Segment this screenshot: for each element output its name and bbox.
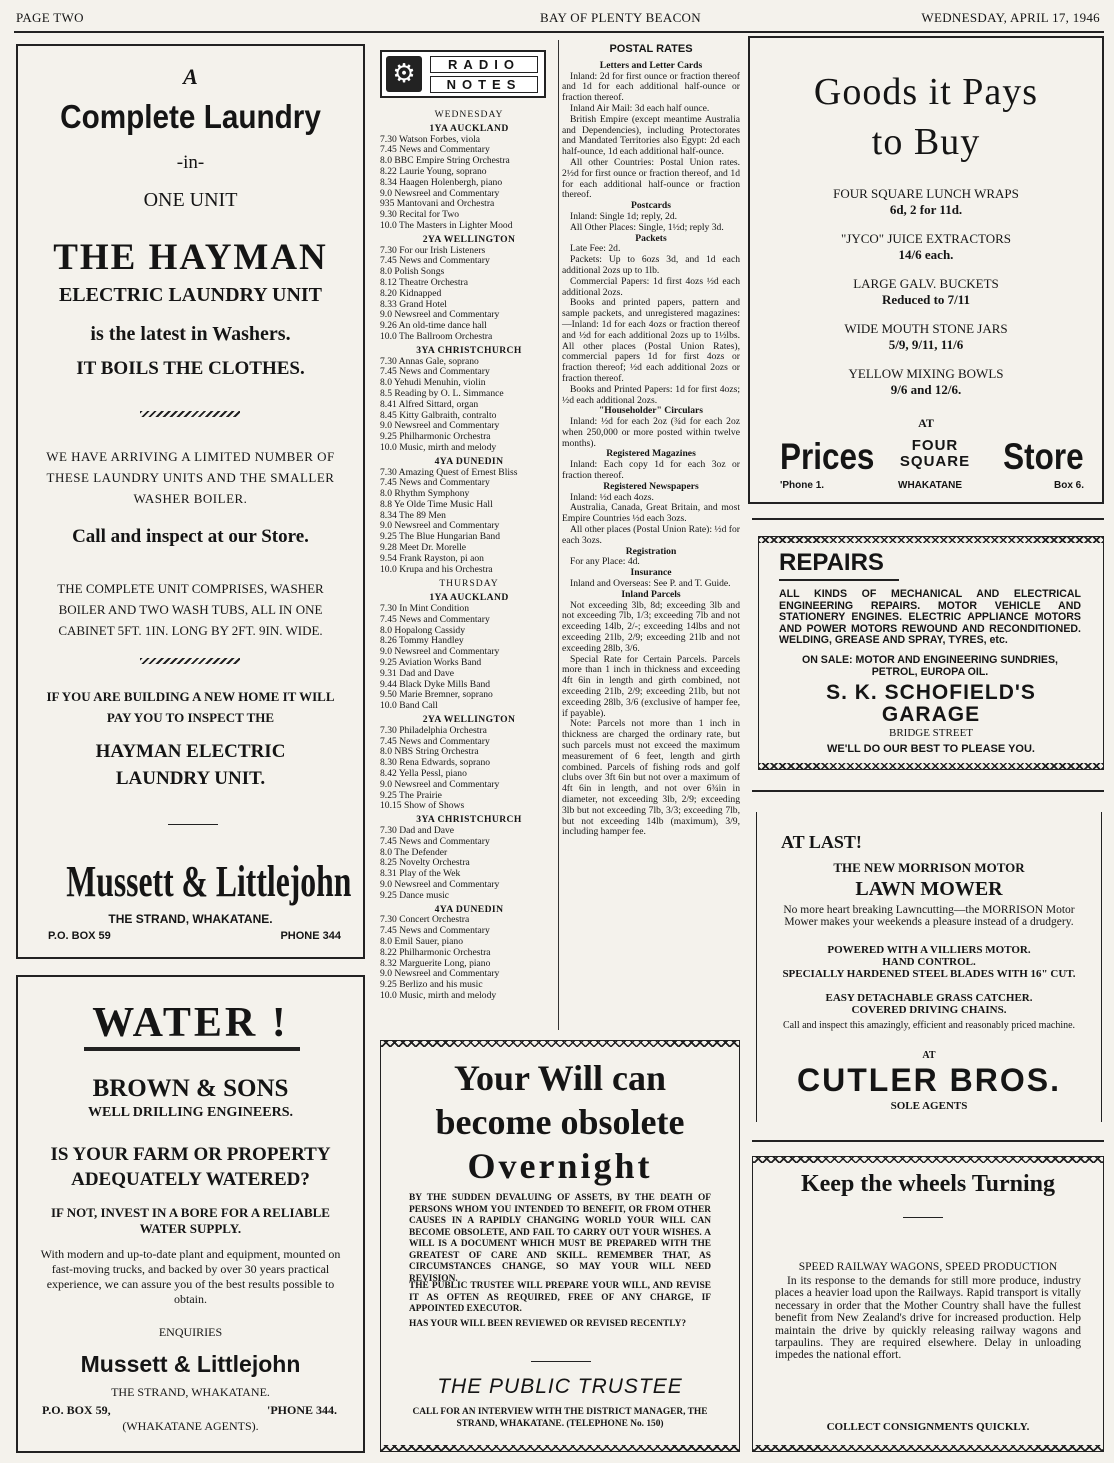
radio-program-item: 10.0 Krupa and his Orchestra [380, 563, 493, 575]
will-heading-2: become obsolete [435, 1102, 685, 1142]
postal-section-heading: "Householder" Circulars [598, 405, 703, 417]
radio-program-item: 9.0 Newsreel and Commentary [380, 968, 500, 980]
garage-slogan: WE'LL DO OUR BEST TO PLEASE YOU. [827, 743, 1035, 755]
divider [168, 824, 218, 825]
po-box: P.O. BOX 59 [48, 930, 111, 942]
radio-program-item: 9.0 Newsreel and Commentary [380, 646, 500, 658]
comprises-text: THE COMPLETE UNIT COMPRISES, WASHER BOILER AND TWO WASH TUBS, ALL IN ONE CABINET 5FT. 1IN. LONG BY 2FT. 9IN. WIDE. [57, 581, 324, 638]
price-item-name: LARGE GALV. BUCKETS [853, 276, 999, 291]
postal-title: POSTAL RATES [609, 43, 693, 55]
radio-program-item: 8.0 Rhythm Symphony [380, 488, 470, 500]
radio-program-item: 9.30 Recital for Two [380, 209, 460, 221]
radio-program-item: 7.30 In Mint Condition [380, 603, 470, 615]
postal-section-heading: Postcards [631, 200, 671, 212]
radio-program-item: 9.0 Newsreel and Commentary [380, 309, 500, 321]
to-buy-heading: to Buy [871, 121, 981, 163]
agent-name: Mussett & Littlejohn [80, 1351, 301, 1377]
radio-mast-icon: ⚙ [386, 56, 422, 92]
will-contact: CALL FOR AN INTERVIEW WITH THE DISTRICT MANAGER, THE STRAND, WHAKATANE. (TELEPHONE No. 150) [412, 1407, 708, 1429]
radio-program-item: 9.0 Newsreel and Commentary [380, 420, 500, 432]
will-heading-1: Your Will can [453, 1058, 667, 1098]
postal-section-heading: Packets [635, 232, 667, 244]
wheels-heading: Keep the wheels Turning [800, 1171, 1056, 1197]
radio-program-item: 9.0 Newsreel and Commentary [380, 187, 500, 199]
radio-program-item: 8.45 Kitty Galbraith, contralto [380, 409, 497, 421]
powered-text: POWERED WITH A VILLIERS MOTOR. [827, 944, 1031, 956]
well-drilling-text: WELL DRILLING ENGINEERS. [87, 1105, 293, 1120]
garage-street: BRIDGE STREET [888, 727, 974, 739]
heading-underline [779, 579, 899, 581]
radio-program-item: 7.30 For our Irish Listeners [380, 244, 486, 256]
chains-text: COVERED DRIVING CHAINS. [851, 1004, 1007, 1016]
zigzag-border [753, 1445, 1103, 1451]
at-text: AT [918, 416, 934, 430]
postal-rate-paragraph: All other Countries: Postal Union rates. 2½d for first ounce or fraction thereof, and 1d for each additional half-ounce or fraction thereof. [562, 156, 740, 201]
radio-station-heading: 3YA CHRISTCHURCH [416, 344, 522, 356]
radio-program-item: 8.22 Philharmonic Orchestra [380, 946, 491, 958]
postal-rate-paragraph: Inland: Single 1d; reply, 2d. [570, 210, 678, 222]
radio-day-heading: THURSDAY [439, 578, 499, 590]
public-trustee-advert [380, 1040, 740, 1452]
radio-program-item: 9.50 Marie Bremner, soprano [380, 689, 493, 701]
water-advert [16, 975, 365, 1453]
postal-rate-paragraph: Commercial Papers: 1d first 4ozs ½d each additional 2ozs. [562, 275, 740, 298]
radio-program-item: 10.0 Music, mirth and melody [380, 989, 497, 1001]
radio-program-item: 8.0 NBS String Orchestra [380, 746, 479, 758]
radio-program-item: 10.0 Music, mirth and melody [380, 441, 497, 453]
radio-title: RADIO [430, 56, 538, 73]
radio-program-item: 9.25 Dance music [380, 889, 450, 901]
mower-call-text: Call and inspect this amazingly, efficient and reasonably priced machine. [782, 1020, 1076, 1031]
four-square-advert [748, 36, 1104, 504]
radio-station-heading: 4YA DUNEDIN [434, 455, 504, 467]
radio-program-item: 8.0 BBC Empire String Orchestra [380, 155, 510, 167]
radio-program-item: 10.0 The Masters in Lighter Mood [380, 219, 513, 231]
price-item-price: Reduced to 7/11 [881, 292, 971, 307]
radio-station-heading: 3YA CHRISTCHURCH [416, 814, 522, 826]
radio-program-item: 8.33 Grand Hotel [380, 298, 447, 310]
price-item-price: 14/6 each. [898, 247, 954, 262]
postal-rate-paragraph: All Other Places: Single, 1½d; reply 3d. [570, 221, 724, 233]
latest-text: is the latest in Washers. [90, 323, 291, 345]
postal-section-heading: Inland Parcels [621, 588, 681, 600]
ornament-divider [140, 411, 240, 417]
radio-program-item: 10.0 The Ballroom Orchestra [380, 330, 493, 342]
square-text: SQUARE [899, 453, 971, 470]
column-rule [558, 40, 559, 1030]
radio-program-item: 8.31 Play of the Wek [380, 868, 461, 880]
postal-rate-paragraph: Packets: Up to 6ozs 3d, and 1d each additional 2ozs up to 1lb. [562, 254, 740, 276]
collect-text: COLLECT CONSIGNMENTS QUICKLY. [826, 1421, 1030, 1433]
radio-program-item: 7.45 News and Commentary [380, 144, 490, 156]
radio-station-heading: 2YA WELLINGTON [422, 714, 516, 726]
radio-program-item: 8.0 Emil Sauer, piano [380, 935, 464, 947]
radio-program-item: 8.34 The 89 Men [380, 509, 446, 521]
price-item-name: FOUR SQUARE LUNCH WRAPS [833, 186, 1019, 201]
postal-rate-paragraph: Inland: ½d each 4ozs. [570, 491, 654, 503]
radio-program-item: 8.34 Haagen Holenbergh, piano [380, 176, 503, 188]
laundry-advert [16, 44, 365, 959]
postal-rates [562, 44, 740, 838]
radio-program-item: 7.45 News and Commentary [380, 366, 490, 378]
radio-program-item: 8.0 Yehudi Menuhin, violin [380, 377, 486, 389]
ornament-divider [140, 658, 240, 664]
mower-body: No more heart breaking Lawncutting—the MORRISON Motor Mower makes your weekends a pleasure instead of a drudgery. [783, 904, 1075, 928]
one-unit-text: ONE UNIT [143, 189, 238, 211]
radio-program-item: 9.26 An old-time dance hall [380, 320, 487, 332]
zigzag-border [381, 1445, 739, 1451]
radio-program-item: 7.45 News and Commentary [380, 835, 490, 847]
issue-date: WEDNESDAY, APRIL 17, 1946 [921, 10, 1100, 25]
masthead-rule [14, 31, 1104, 33]
store-town: WHAKATANE [898, 480, 963, 491]
radio-program-item: 7.30 Philadelphia Orchestra [380, 724, 487, 736]
four-text: FOUR [911, 437, 959, 454]
building-text: IF YOU ARE BUILDING A NEW HOME IT WILL PAY YOU TO INSPECT THE [46, 689, 335, 725]
brown-sons-heading: BROWN & SONS [92, 1075, 289, 1102]
water-heading: WATER ! [92, 1000, 289, 1046]
price-item [750, 231, 1102, 263]
unit-subheading: ELECTRIC LAUNDRY UNIT [58, 284, 323, 306]
mussett-littlejohn-logo: Mussett & Littlejohn [66, 857, 352, 906]
call-inspect-text: Call and inspect at our Store. [72, 526, 309, 547]
radio-notes-banner [380, 50, 546, 98]
radio-program-item: 9.25 The Blue Hungarian Band [380, 531, 500, 543]
radio-program-item: 9.0 Newsreel and Commentary [380, 778, 500, 790]
radio-program-item: 9.31 Dad and Dave [380, 667, 455, 679]
price-item-name: "JYCO" JUICE EXTRACTORS [840, 231, 1011, 246]
will-heading-3: Overnight [467, 1146, 653, 1186]
public-trustee-name: THE PUBLIC TRUSTEE [437, 1375, 683, 1398]
radio-program-item: 7.30 Concert Orchestra [380, 914, 470, 926]
postal-section-heading: Registered Newspapers [603, 480, 699, 492]
will-body-2: THE PUBLIC TRUSTEE WILL PREPARE YOUR WILL, AND REVISE IT AS OFTEN AS REQUIRED, FREE OF ANY CHARGE, IF APPOINTED EXECUTOR. [409, 1281, 711, 1314]
agent-address: THE STRAND, WHAKATANE. [111, 1385, 270, 1399]
radio-station-heading: 2YA WELLINGTON [422, 233, 516, 245]
radio-day-heading: WEDNESDAY [434, 109, 504, 120]
heading-underline [84, 1047, 300, 1051]
price-item-price: 5/9, 9/11, 11/6 [888, 337, 964, 352]
phone: PHONE 344 [280, 930, 341, 942]
at-last-heading: AT LAST! [781, 832, 862, 852]
divider [752, 518, 1104, 520]
zigzag-border [759, 763, 1103, 769]
postal-section-heading: Insurance [630, 567, 672, 579]
postal-section-heading: Registration [625, 545, 677, 557]
strand-address: THE STRAND, WHAKATANE. [108, 912, 273, 926]
page-number: PAGE TWO [16, 10, 84, 25]
price-item [750, 321, 1102, 353]
postal-rate-paragraph: Late Fee: 2d. [570, 243, 621, 255]
will-body-1: BY THE SUDDEN DEVALUING OF ASSETS, BY THE DEATH OF PERSONS WHOM YOU INTENDED TO BENEFIT, OR FROM OTHER CAUSES IN A RAPIDLY CHANGING WORLD YOUR WILL CAN BECOME OBSOLETE, AND FAIL TO CARRY OUT YOUR WISHES. A WILL IS A DOCUMENT WHICH MUST BE PREPARED WITH THE GREATEST OF CARE AND SKILL. REMEMBER THAT, AS CIRCUMSTANCES CHANGE, SO MAY YOUR WILL NEED REVISION. [409, 1193, 711, 1284]
railways-advert [752, 1156, 1104, 1452]
radio-program-item: 8.0 Hopalong Cassidy [380, 624, 466, 636]
radio-program-item: 8.12 Theatre Orchestra [380, 276, 468, 288]
store-word: Store [1003, 436, 1084, 477]
divider [903, 1217, 943, 1218]
repairs-body: ALL KINDS OF MECHANICAL AND ELECTRICAL ENGINEERING REPAIRS. MOTOR VEHICLE AND STATIONERY ENGINES. ELECTRIC APPLIANCE MOTORS AND POWER MOTORS REWOUND AND RECONDITIONED. WELDING, GREASE AND SPRAY, TYRES, etc. [779, 588, 1081, 647]
radio-program-item: 9.25 The Prairie [380, 789, 442, 801]
question-text: IS YOUR FARM OR PROPERTY ADEQUATELY WATERED? [50, 1144, 331, 1190]
rail-lead-text: SPEED RAILWAY WAGONS, SPEED PRODUCTION [798, 1261, 1058, 1273]
radio-program-item: 8.20 Kidnapped [380, 287, 442, 299]
repairs-advert [758, 536, 1104, 770]
in-text: -in- [176, 152, 205, 173]
lawn-mower-advert [756, 812, 1102, 1122]
zigzag-border [759, 537, 1103, 543]
at-text: AT [922, 1050, 936, 1061]
rail-body: In its response to the demands for still more produce, industry places a heavier load upon the Railways. Rapid transport is vitally necessary in order that the Mother Country shall have the fullest benefit from New Zealand's drive for increased production. Help maintain the drive by quickly releasing railway wagons and tarpaulins. They are required elsewhere. Delay in unloading impedes the national effort. [775, 1275, 1081, 1362]
divider [531, 1361, 591, 1362]
radio-program-item: 10.0 Band Call [380, 700, 438, 712]
radio-program-item: 9.0 Newsreel and Commentary [380, 520, 500, 532]
if-not-text: IF NOT, INVEST IN A BORE FOR A RELIABLE WATER SUPPLY. [51, 1205, 330, 1236]
boils-text: IT BOILS THE CLOTHES. [76, 358, 305, 379]
radio-program-item: 8.25 Novelty Orchestra [380, 857, 470, 869]
postal-rate-paragraph: Note: Parcels not more than 1 inch in thickness are charged the ordinary rate, but such parcels must not exceed the maximum measurement of 6 feet, length and girth combined. Parcels of fishing rods and golf clubs over 3ft 6in but not over a maximum of 4ft 6in in length, and not over 6¾in in diameter, not exceeding 3lb, 2/9; exceeding 3lb but not exceeding 7lb, 3/3; exceeding 7lb, but not exceeding 14lb (maximum), 3/9, including hamper fee. [562, 718, 740, 838]
radio-program-item: 10.15 Show of Shows [380, 800, 465, 812]
radio-station-heading: 1YA AUCKLAND [429, 122, 509, 134]
radio-program-item: 8.8 Ye Olde Time Music Hall [380, 498, 493, 510]
lawn-mower-heading: LAWN MOWER [855, 878, 1003, 900]
radio-program-item: 9.54 Frank Rayston, pi aon [380, 552, 484, 564]
divider [752, 790, 1104, 792]
price-item-price: 9/6 and 12/6. [890, 382, 962, 397]
radio-program-item: 7.30 Amazing Quest of Ernest Bliss [380, 466, 518, 478]
price-item-name: WIDE MOUTH STONE JARS [844, 321, 1008, 336]
sole-agents-text: SOLE AGENTS [890, 1100, 968, 1112]
store-box: Box 6. [1053, 480, 1084, 491]
postal-rate-paragraph: Inland and Overseas: See P. and T. Guide. [570, 578, 731, 590]
goods-heading: Goods it Pays [813, 71, 1039, 113]
radio-program-item: 9.25 Aviation Works Band [380, 657, 482, 669]
radio-schedule [380, 106, 558, 1002]
on-sale-text: ON SALE: MOTOR AND ENGINEERING SUNDRIES, PETROL, EUROPA OIL. [801, 654, 1059, 678]
postal-rate-paragraph: Books and printed papers, pattern and sample packets, and unregistered magazines:—Inland: 1d for each 4ozs or fraction thereof and ½d for each additional 2ozs up to 1½lbs. All other places (Postal Union Rates), commercial papers 1d for first 4ozs or fraction thereof; ½d each additional 2ozs or fraction thereof. [562, 297, 740, 384]
radio-program-item: 8.41 Alfred Sittard, organ [380, 398, 479, 410]
radio-program-item: 8.0 The Defender [380, 846, 448, 858]
postal-section-heading: Registered Magazines [606, 448, 696, 460]
will-body-3: HAS YOUR WILL BEEN REVIEWED OR REVISED RECENTLY? [409, 1319, 687, 1329]
repairs-heading: REPAIRS [779, 549, 884, 576]
price-item-name: YELLOW MIXING BOWLS [848, 366, 1004, 381]
postal-rate-paragraph: Special Rate for Certain Parcels. Parcels more than 1 inch in thickness and exceeding 4ft 6in in length and girth combined, not exceeding 21lb, 2/9; exceeding 21lb, but not exceeding 28lb, 3/6 (exclusive of hamper fee, if payable). [562, 653, 740, 719]
new-morrison-text: THE NEW MORRISON MOTOR [833, 860, 1025, 875]
radio-program-item: 8.5 Reading by O. L. Simmance [380, 387, 504, 399]
radio-program-item: 9.44 Black Dyke Mills Band [380, 678, 491, 690]
radio-program-item: 8.26 Tommy Handley [380, 635, 464, 647]
zigzag-border [753, 1157, 1103, 1163]
radio-program-item: 935 Mantovani and Orchestra [380, 198, 495, 210]
price-item [750, 366, 1102, 398]
radio-program-item: 9.25 Philharmonic Orchestra [380, 431, 491, 443]
postal-rate-paragraph: Books and Printed Papers: 1d for first 4ozs; ½d each additional 2ozs. [562, 383, 740, 406]
water-body-text: With modern and up-to-date plant and equipment, mounted on fast-moving trucks, and backed by over 30 years practical experience, we can assure you of the best results possible to obtain. [40, 1247, 341, 1306]
price-item-price: 6d, 2 for 11d. [889, 202, 963, 217]
cutler-bros-name: CUTLER BROS. [797, 1062, 1061, 1098]
postal-rate-paragraph: Inland: 2d for first ounce or fraction thereof and 1d for each additional half-ounce or fraction thereof. [562, 70, 740, 104]
radio-program-item: 8.30 Rena Edwards, soprano [380, 757, 491, 769]
radio-station-heading: 4YA DUNEDIN [434, 903, 504, 915]
notes-title: NOTES [430, 76, 538, 93]
radio-program-item: 7.45 News and Commentary [380, 925, 490, 937]
radio-program-item: 9.28 Meet Dr. Morelle [380, 542, 467, 554]
store-phone: 'Phone 1. [780, 480, 825, 491]
agent-po-box: P.O. BOX 59, [42, 1403, 111, 1417]
arriving-text: WE HAVE ARRIVING A LIMITED NUMBER OF THESE LAUNDRY UNITS AND THE SMALLER WASHER BOILER. [46, 449, 335, 506]
hayman-unit-text: HAYMAN ELECTRIC LAUNDRY UNIT. [95, 741, 286, 789]
radio-station-heading: 1YA AUCKLAND [429, 592, 509, 604]
agents-note: (WHAKATANE AGENTS). [122, 1419, 259, 1433]
radio-program-item: 8.42 Yella Pessl, piano [380, 768, 467, 780]
postal-rate-paragraph: British Empire (except meantime Australia and Dependencies), including Protectorates and Mandated Territories also Egypt: 2d each half-ounce, 1d each additional half-ounce. [562, 113, 740, 158]
enquiries-text: ENQUIRIES [158, 1325, 223, 1339]
price-list [750, 186, 1102, 411]
radio-program-item: 7.45 News and Commentary [380, 613, 490, 625]
postal-rate-paragraph: Inland: Each copy 1d for each 3oz or fraction thereof. [562, 459, 740, 482]
price-item [750, 186, 1102, 218]
grass-catcher-text: EASY DETACHABLE GRASS CATCHER. [825, 992, 1033, 1004]
garage-name-1: S. K. SCHOFIELD'S [826, 681, 1036, 704]
postal-rate-paragraph: Inland Air Mail: 3d each half ounce. [570, 102, 710, 114]
agent-phone: 'PHONE 344. [266, 1403, 337, 1417]
hayman-heading: THE HAYMAN [53, 237, 328, 278]
radio-program-item: 7.30 Annas Gale, soprano [380, 355, 479, 367]
hand-control-text: HAND CONTROL. [882, 956, 976, 968]
postal-rate-paragraph: Australia, Canada, Great Britain, and most Empire Countries ½d each 3ozs. [562, 502, 740, 525]
four-square-logo [894, 438, 976, 470]
radio-program-item: 7.30 Dad and Dave [380, 825, 455, 836]
radio-program-item: 8.22 Laurie Young, soprano [380, 165, 487, 177]
radio-program-item: 9.0 Newsreel and Commentary [380, 878, 500, 890]
postal-rate-paragraph: For any Place: 4d. [570, 556, 640, 568]
prices-word: Prices [780, 436, 875, 477]
ad-letter-a: A [183, 64, 198, 89]
radio-program-item: 7.45 News and Commentary [380, 735, 490, 747]
complete-laundry-heading: Complete Laundry [60, 98, 321, 135]
garage-name-2: GARAGE [881, 703, 981, 726]
paper-name: BAY OF PLENTY BEACON [540, 10, 701, 25]
radio-program-item: 7.45 News and Commentary [380, 477, 490, 489]
postal-section-heading: Letters and Letter Cards [599, 59, 703, 71]
radio-program-item: 8.32 Marguerite Long, piano [380, 957, 491, 969]
postal-rate-paragraph: Inland: ½d for each 2oz (¾d for each 2oz when 250,000 or more posted within twelve months). [562, 416, 740, 449]
radio-program-item: 7.30 Watson Forbes, viola [380, 133, 481, 145]
radio-program-item: 9.25 Berlizo and his music [380, 979, 483, 991]
postal-rate-paragraph: Not exceeding 3lb, 8d; exceeding 3lb and not exceeding 7lb, 1/3; exceeding 7lb and not exceeding 14lb, 2/-; exceeding 14lbs and not exceeding 21lb, 2/9; exceeding 21lb and not exceeding 28lb, 3/6. [562, 599, 740, 654]
zigzag-border [381, 1041, 739, 1047]
radio-program-item: 7.45 News and Commentary [380, 255, 490, 267]
price-item [750, 276, 1102, 308]
divider [752, 1140, 1104, 1142]
radio-program-item: 8.0 Polish Songs [380, 266, 445, 278]
postal-rate-paragraph: All other places (Postal Union Rate): ½d for each 3ozs. [562, 524, 740, 546]
blades-text: SPECIALLY HARDENED STEEL BLADES WITH 16" CUT. [782, 968, 1076, 980]
